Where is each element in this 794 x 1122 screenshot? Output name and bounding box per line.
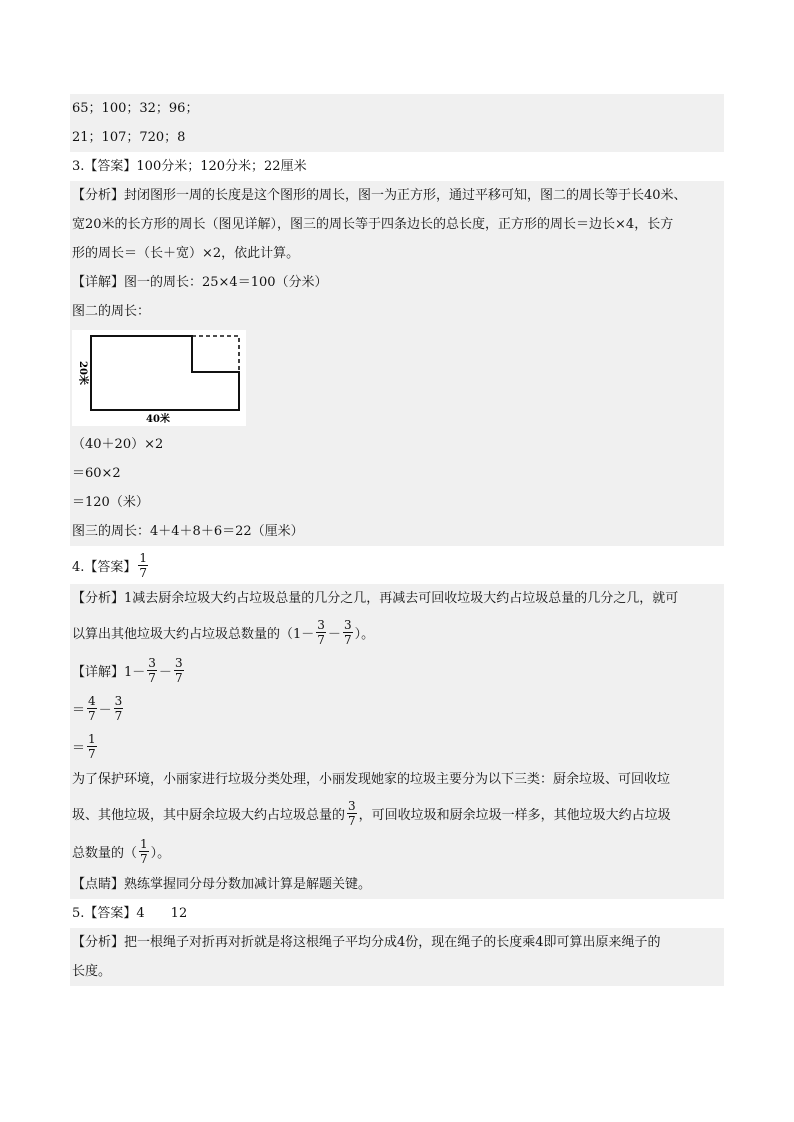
q2-block <box>70 94 724 152</box>
q5-analysis-line1: 【分析】把一根绳子对折再对折就是将这根绳子平均分成4份，现在绳子的长度乘4即可算出原来绳子的 <box>72 935 661 950</box>
q2-row1: 65；100；32；96； <box>72 101 199 116</box>
height-label: 20米 <box>77 361 88 385</box>
q3-calc-line4: 图三的周长：4＋4＋8＋6＝22（厘米） <box>72 524 304 539</box>
fraction-denominator: 7 <box>174 670 183 685</box>
minus-sign: － <box>327 626 341 642</box>
fraction <box>316 619 326 646</box>
q4-analysis-line2-suffix: ）。 <box>354 626 375 642</box>
q4-analysis-line1: 【分析】1减去厨余垃圾大约占垃圾总量的几分之几，再减去可回收垃圾大约占垃圾总量的几分之几，就可 <box>72 591 679 606</box>
fraction-numerator: 3 <box>348 798 356 813</box>
fraction-denominator: 7 <box>343 632 352 647</box>
fraction-denominator: 7 <box>139 565 148 580</box>
q4-problem-line2-prefix: 圾、其他垃圾，其中厨余垃圾大约占垃圾总量的 <box>72 807 346 823</box>
fraction-numerator: 3 <box>317 617 325 632</box>
q3-calc-line3: ＝120（米） <box>72 495 149 510</box>
l-shape-outline <box>91 336 239 410</box>
fraction <box>87 695 97 722</box>
q3-block <box>70 181 724 546</box>
fraction <box>174 657 184 684</box>
fraction-denominator: 7 <box>88 708 96 723</box>
q4-problem-line2-suffix: ，可回收垃圾和厨余垃圾一样多，其他垃圾大约占垃圾 <box>358 807 671 823</box>
q5-answer: 5.【答案】4 12 <box>72 906 188 921</box>
q3-calc-line1: （40＋20）×2 <box>72 437 164 452</box>
q4-detail-line3 <box>70 727 724 765</box>
q3-analysis-line1: 【分析】封闭图形一周的长度是这个图形的周长，图一为正方形，通过平移可知，图二的周长等于长40米、 <box>72 188 687 203</box>
q4-answer-prefix: 4.【答案】 <box>72 559 137 575</box>
q3-calc-line2: ＝60×2 <box>72 466 121 481</box>
q4-answer <box>70 546 724 584</box>
fraction-denominator: 7 <box>148 670 156 685</box>
fraction <box>139 838 149 865</box>
minus-sign: － <box>158 664 172 680</box>
perimeter-diagram <box>72 330 246 426</box>
fraction-numerator: 3 <box>343 617 352 632</box>
fraction-denominator: 7 <box>114 708 123 723</box>
equals-sign: ＝ <box>72 702 86 718</box>
fraction-numerator: 1 <box>88 731 96 746</box>
dashed-translation-edge <box>192 336 239 372</box>
q4-problem-line1: 为了保护环境，小丽家进行垃圾分类处理，小丽发现她家的垃圾主要分为以下三类：厨余垃圾、可回收垃 <box>72 772 671 787</box>
fraction-numerator: 3 <box>114 693 123 708</box>
width-label: 40米 <box>146 414 170 425</box>
q3-answer: 3.【答案】100分米；120分米；22厘米 <box>72 159 307 174</box>
q3-detail-line2: 图二的周长： <box>72 304 151 319</box>
fraction-denominator: 7 <box>88 746 96 761</box>
q4-problem-line3-suffix: ）。 <box>150 845 171 861</box>
q4-detail-prefix: 【详解】1－ <box>72 664 146 680</box>
fraction-denominator: 7 <box>140 851 148 866</box>
fraction-numerator: 1 <box>140 836 148 851</box>
q3-analysis-line3: 形的周长＝（长＋宽）×2，依此计算。 <box>72 246 300 261</box>
q2-row2: 21；107；720；8 <box>72 130 186 145</box>
fraction-denominator: 7 <box>317 632 325 647</box>
fraction <box>114 695 124 722</box>
fraction <box>343 619 353 646</box>
minus-sign: － <box>98 702 112 718</box>
q3-detail-line1: 【详解】图一的周长：25×4＝100（分米） <box>72 275 328 290</box>
fraction <box>347 800 357 827</box>
q4-problem-line3 <box>70 832 724 870</box>
q4-problem-line3-prefix: 总数量的（ <box>72 845 138 861</box>
q4-analysis-line2 <box>70 613 724 651</box>
fraction <box>87 733 97 760</box>
q4-analysis-line2-prefix: 以算出其他垃圾大约占垃圾总数量的（1－ <box>72 626 315 642</box>
fraction-denominator: 7 <box>348 813 356 828</box>
q4-detail-line1 <box>70 651 724 689</box>
answer-page <box>70 94 724 986</box>
q4-block <box>70 584 724 899</box>
q4-problem-line2 <box>70 794 724 832</box>
fraction-numerator: 1 <box>139 550 148 565</box>
fraction-numerator: 4 <box>88 693 96 708</box>
q5-block <box>70 928 724 986</box>
q3-analysis-line2: 宽20米的长方形的周长（图见详解），图三的周长等于四条边长的总长度，正方形的周长＝边长×4，长方 <box>72 217 674 232</box>
equals-sign: ＝ <box>72 740 86 756</box>
q4-comment: 【点睛】熟练掌握同分母分数加减计算是解题关键。 <box>72 877 372 892</box>
fraction <box>147 657 157 684</box>
fraction-numerator: 3 <box>174 655 183 670</box>
q4-answer-fraction <box>138 552 148 579</box>
q4-detail-line2 <box>70 689 724 727</box>
q5-analysis-line2: 长度。 <box>72 964 112 979</box>
fraction-numerator: 3 <box>148 655 156 670</box>
